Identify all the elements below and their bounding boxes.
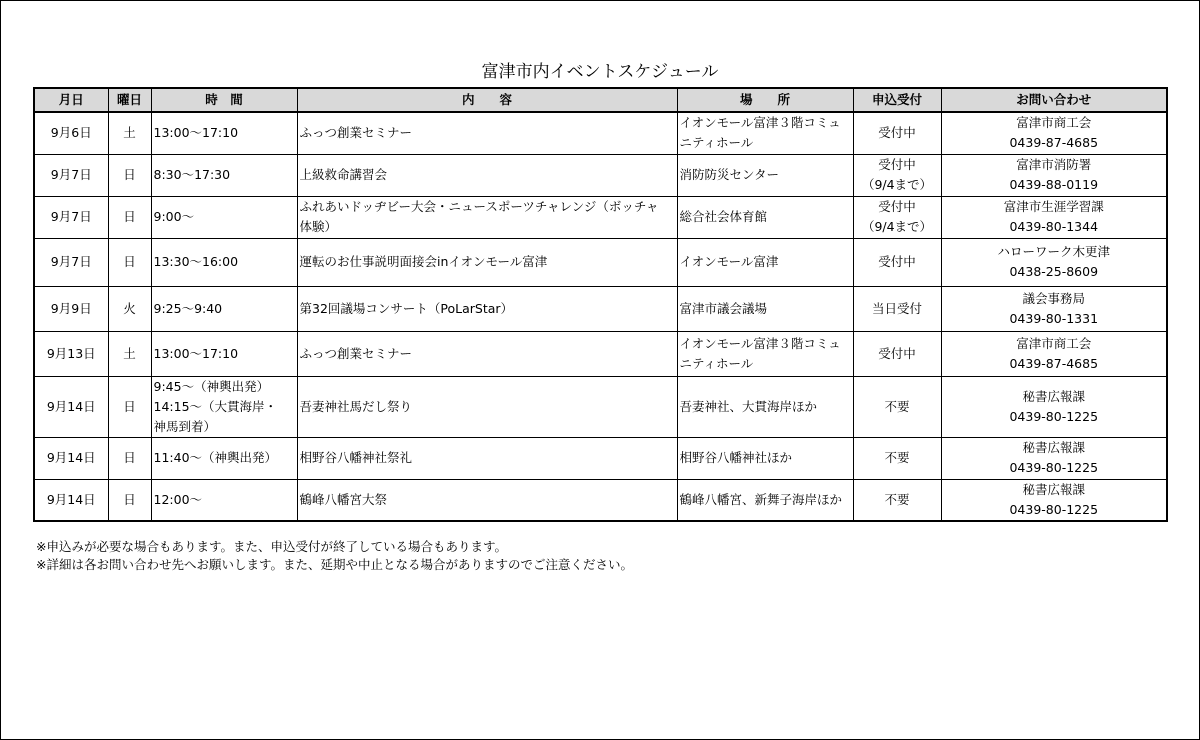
event-date: 9月6日 (34, 112, 108, 154)
event-contact: 秘書広報課 0439-80-1225 (941, 437, 1167, 479)
event-day: 日 (108, 376, 151, 437)
event-time: 12:00～ (151, 479, 297, 521)
event-contact: 富津市消防署 0439-88-0119 (941, 154, 1167, 196)
event-content: 運転のお仕事説明面接会inイオンモール富津 (297, 238, 677, 286)
event-reception: 受付中 (853, 112, 941, 154)
event-contact: 富津市商工会 0439-87-4685 (941, 331, 1167, 376)
header-contact: お問い合わせ (941, 88, 1167, 112)
event-time: 11:40～（神輿出発） (151, 437, 297, 479)
event-place: イオンモール富津３階コミュ ニティホール (677, 112, 853, 154)
event-date: 9月7日 (34, 238, 108, 286)
page-title: 富津市内イベントスケジュール (481, 62, 719, 82)
event-date: 9月14日 (34, 376, 108, 437)
event-place: 吾妻神社、大貫海岸ほか (677, 376, 853, 437)
event-day: 土 (108, 331, 151, 376)
event-contact: 議会事務局 0439-80-1331 (941, 286, 1167, 331)
event-place: 相野谷八幡神社ほか (677, 437, 853, 479)
table-row (34, 479, 1167, 521)
notes (36, 538, 633, 574)
event-place: 鶴峰八幡宮、新舞子海岸ほか (677, 479, 853, 521)
event-time: 9:25～9:40 (151, 286, 297, 331)
header-content: 内 容 (297, 88, 677, 112)
event-reception: 不要 (853, 376, 941, 437)
event-reception: 受付中 （9/4まで） (853, 154, 941, 196)
header-day: 曜日 (108, 88, 151, 112)
event-contact: ハローワーク木更津 0438-25-8609 (941, 238, 1167, 286)
event-day: 日 (108, 479, 151, 521)
table-row (34, 331, 1167, 376)
event-day: 日 (108, 238, 151, 286)
event-day: 土 (108, 112, 151, 154)
table-row (34, 238, 1167, 286)
event-time: 9:45～（神輿出発） 14:15～（大貫海岸・ 神馬到着） (151, 376, 297, 437)
event-time: 13:00～17:10 (151, 331, 297, 376)
event-reception: 不要 (853, 437, 941, 479)
event-time: 13:30～16:00 (151, 238, 297, 286)
header-place: 場 所 (677, 88, 853, 112)
event-reception: 受付中 (853, 238, 941, 286)
event-date: 9月7日 (34, 154, 108, 196)
event-time: 13:00～17:10 (151, 112, 297, 154)
event-place: 富津市議会議場 (677, 286, 853, 331)
event-day: 日 (108, 196, 151, 238)
event-reception: 受付中 （9/4まで） (853, 196, 941, 238)
table-row (34, 286, 1167, 331)
note-line: ※申込みが必要な場合もあります。また、申込受付が終了している場合もあります。 (36, 539, 507, 554)
event-content: ふっつ創業セミナー (297, 112, 677, 154)
event-reception: 不要 (853, 479, 941, 521)
event-date: 9月14日 (34, 479, 108, 521)
event-content: 相野谷八幡神社祭礼 (297, 437, 677, 479)
event-contact: 富津市商工会 0439-87-4685 (941, 112, 1167, 154)
event-content: ふっつ創業セミナー (297, 331, 677, 376)
event-content: 上級救命講習会 (297, 154, 677, 196)
header-row (34, 88, 1167, 112)
table-row (34, 112, 1167, 154)
table-row (34, 376, 1167, 437)
event-date: 9月9日 (34, 286, 108, 331)
event-content: 鶴峰八幡宮大祭 (297, 479, 677, 521)
event-content: 吾妻神社馬だし祭り (297, 376, 677, 437)
event-date: 9月14日 (34, 437, 108, 479)
event-reception: 受付中 (853, 331, 941, 376)
event-reception: 当日受付 (853, 286, 941, 331)
event-contact: 富津市生涯学習課 0439-80-1344 (941, 196, 1167, 238)
header-reception: 申込受付 (853, 88, 941, 112)
table-row (34, 196, 1167, 238)
event-time: 8:30～17:30 (151, 154, 297, 196)
header-time: 時 間 (151, 88, 297, 112)
table-row (34, 437, 1167, 479)
event-place: 総合社会体育館 (677, 196, 853, 238)
header-date: 月日 (34, 88, 108, 112)
table-row (34, 154, 1167, 196)
event-day: 日 (108, 154, 151, 196)
event-contact: 秘書広報課 0439-80-1225 (941, 376, 1167, 437)
event-day: 火 (108, 286, 151, 331)
event-place: イオンモール富津３階コミュ ニティホール (677, 331, 853, 376)
event-place: イオンモール富津 (677, 238, 853, 286)
event-time: 9:00～ (151, 196, 297, 238)
event-content: 第32回議場コンサート（PoLarStar） (297, 286, 677, 331)
event-date: 9月13日 (34, 331, 108, 376)
event-content: ふれあいドッヂビー大会・ニュースポーツチャレンジ（ボッチャ 体験） (297, 196, 677, 238)
event-contact: 秘書広報課 0439-80-1225 (941, 479, 1167, 521)
event-day: 日 (108, 437, 151, 479)
event-place: 消防防災センター (677, 154, 853, 196)
event-schedule-table (33, 87, 1168, 522)
note-line: ※詳細は各お問い合わせ先へお願いします。また、延期や中止となる場合がありますのでご注意ください。 (36, 557, 633, 572)
event-date: 9月7日 (34, 196, 108, 238)
